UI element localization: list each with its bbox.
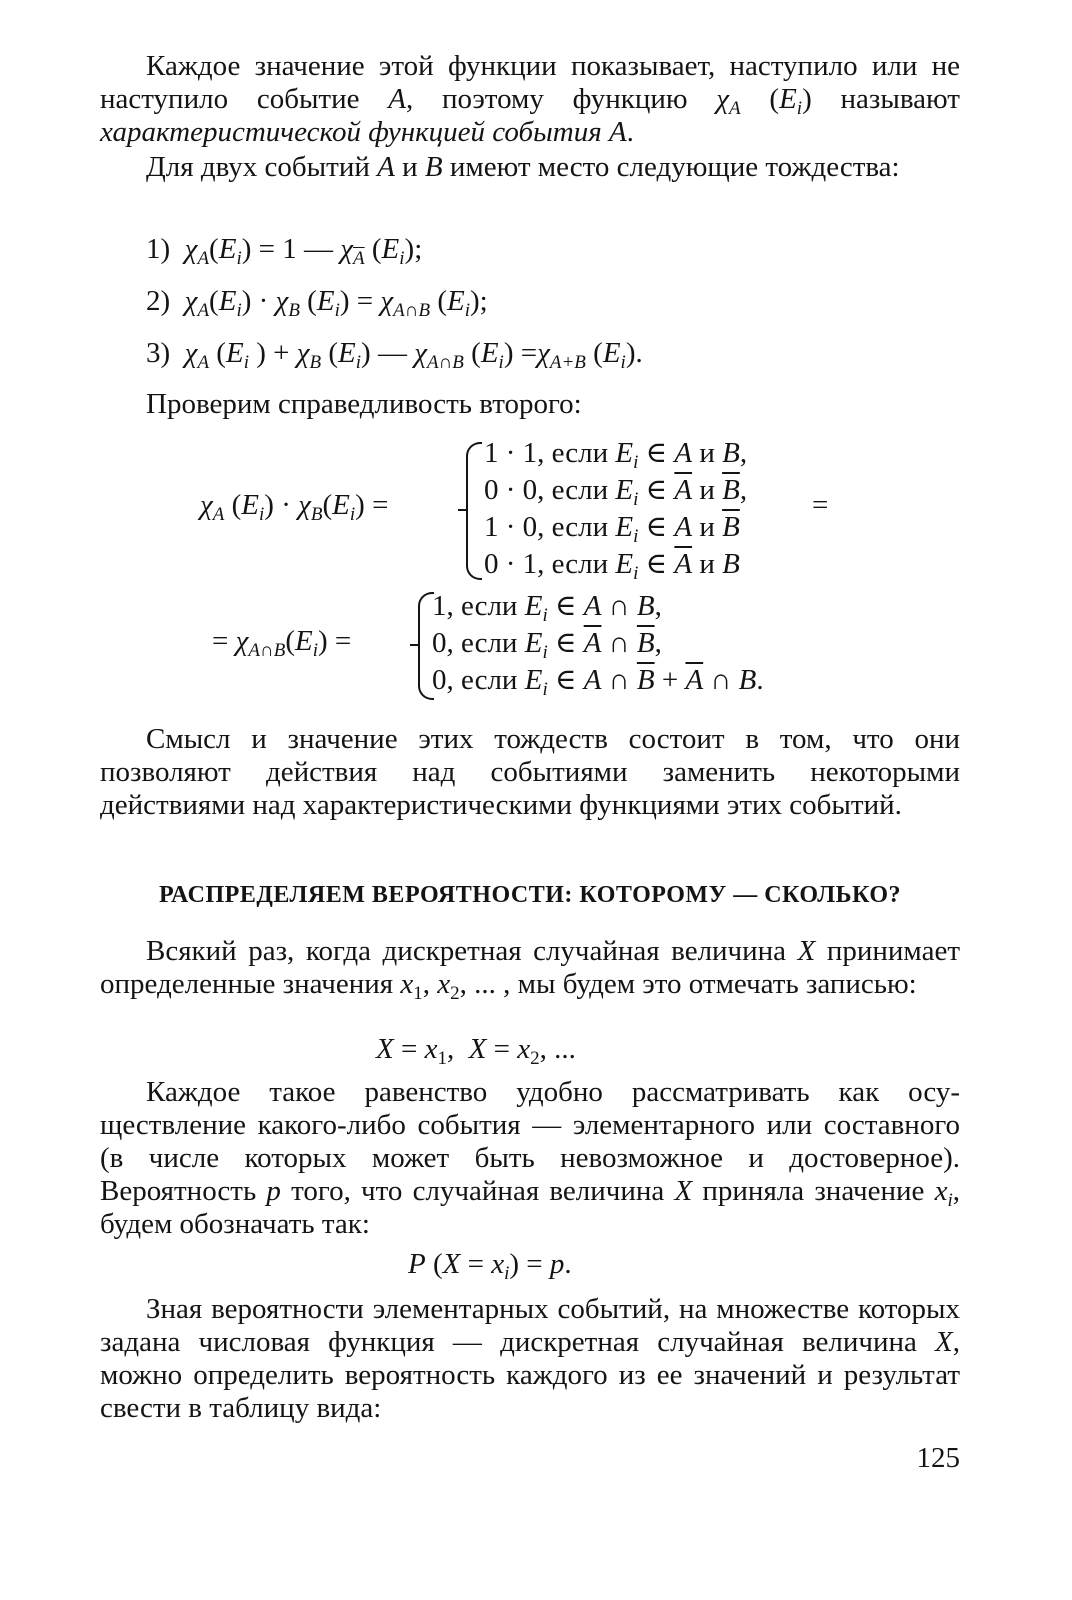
cases2-row: 1, если $E_i$ ∈ A ∩ B, xyxy=(432,590,662,626)
formula-probability: P $(X = x_i) = p$. xyxy=(408,1248,572,1284)
identity-2: 2) $\chi_A(E_i) \cdot \chi_B$ $(E_i) = \chi_{A\cap B}$ $(E_i)$; xyxy=(146,285,488,321)
identity-3: 3) $\chi_A$ ($E_i$ ) + $\chi_B$ $(E_i)$ — $\chi_{A\cap B}$ $(E_i) =\chi_{A+B}$ $(E_i)$. xyxy=(146,337,643,373)
cases2-lhs: = $\chi_{A\cap B}(E_i)$ = xyxy=(212,625,352,661)
paragraph-check-second: Проверим справедливость второго: xyxy=(146,388,582,420)
paragraph-identities-intro: Для двух событий A и B имеют место следующие тождества: xyxy=(146,151,900,183)
cases1-row: 1 · 0, если $E_i$ ∈ A и $\overline{B}$ xyxy=(484,511,740,547)
identity-1: 1) $\chi_A(E_i) = 1$ — $\chi_{\overline{A}}$ $(E_i)$; xyxy=(146,233,423,269)
cases1-row: 1 · 1, если $E_i$ ∈ A и B, xyxy=(484,437,748,473)
formula-x-values: $X = x_1$, $X = x_2$, ... xyxy=(376,1033,576,1069)
cases2-row: 0, если $E_i$ ∈ A ∩ $\overline{B} + \overline{A}$ ∩ B. xyxy=(432,664,764,700)
section-heading: РАСПРЕДЕЛЯЕМ ВЕРОЯТНОСТИ: КОТОРОМУ — СКОЛЬКО? xyxy=(158,882,902,908)
paragraph-characteristic-function: Каждое значение этой функции показывает, наступило или не наступило событие A, поэтому функцию $\chi_A$ $(E_i)$ называют характеристической функцией события A. xyxy=(100,50,960,148)
paragraph-meaning: Смысл и значение этих тождеств состоит в том, что они позволяют действия над событиями заменить некоторыми действиями над характеристическими функциями этих событий. xyxy=(100,723,960,821)
cases1-brace-tip xyxy=(458,509,467,511)
cases1-lhs: $\chi_A$ $(E_i) \cdot \chi_B(E_i)$ = xyxy=(200,489,389,525)
cases1-equals: = xyxy=(812,489,829,521)
cases2-row: 0, если $E_i$ ∈ $\overline{A}$ ∩ $\overline{B}$, xyxy=(432,627,662,663)
paragraph-event-probability: Каждое такое равенство удобно рассматривать как осуществление какого-либо события — элементарного или составного (в числе которых может быть невозможное и достоверное). Вероятность p того, что случайная величина X приняла значение $x_i$, будем обозначать так: xyxy=(100,1076,961,1240)
cases1-row: 0 · 1, если $E_i$ ∈ $\overline{A}$ и B xyxy=(484,548,740,584)
cases2-brace-tip xyxy=(410,644,419,646)
page-number: 125 xyxy=(916,1442,960,1474)
paragraph-random-variable: Всякий раз, когда дискретная случайная величина X принимает определенные значения $x_1$, $x_2$, ... , мы будем это отмечать записью: xyxy=(100,935,960,1004)
cases1-row: 0 · 0, если $E_i$ ∈ $\overline{A}$ и $\overline{B}$, xyxy=(484,474,748,510)
paragraph-table-intro: Зная вероятности элементарных событий, на множестве которых задана числовая функция — дискретная случайная величина X, можно определить вероятность каждого из ее значений и результат свести в таблицу вида: xyxy=(100,1293,960,1424)
cases1-brace xyxy=(466,442,482,580)
